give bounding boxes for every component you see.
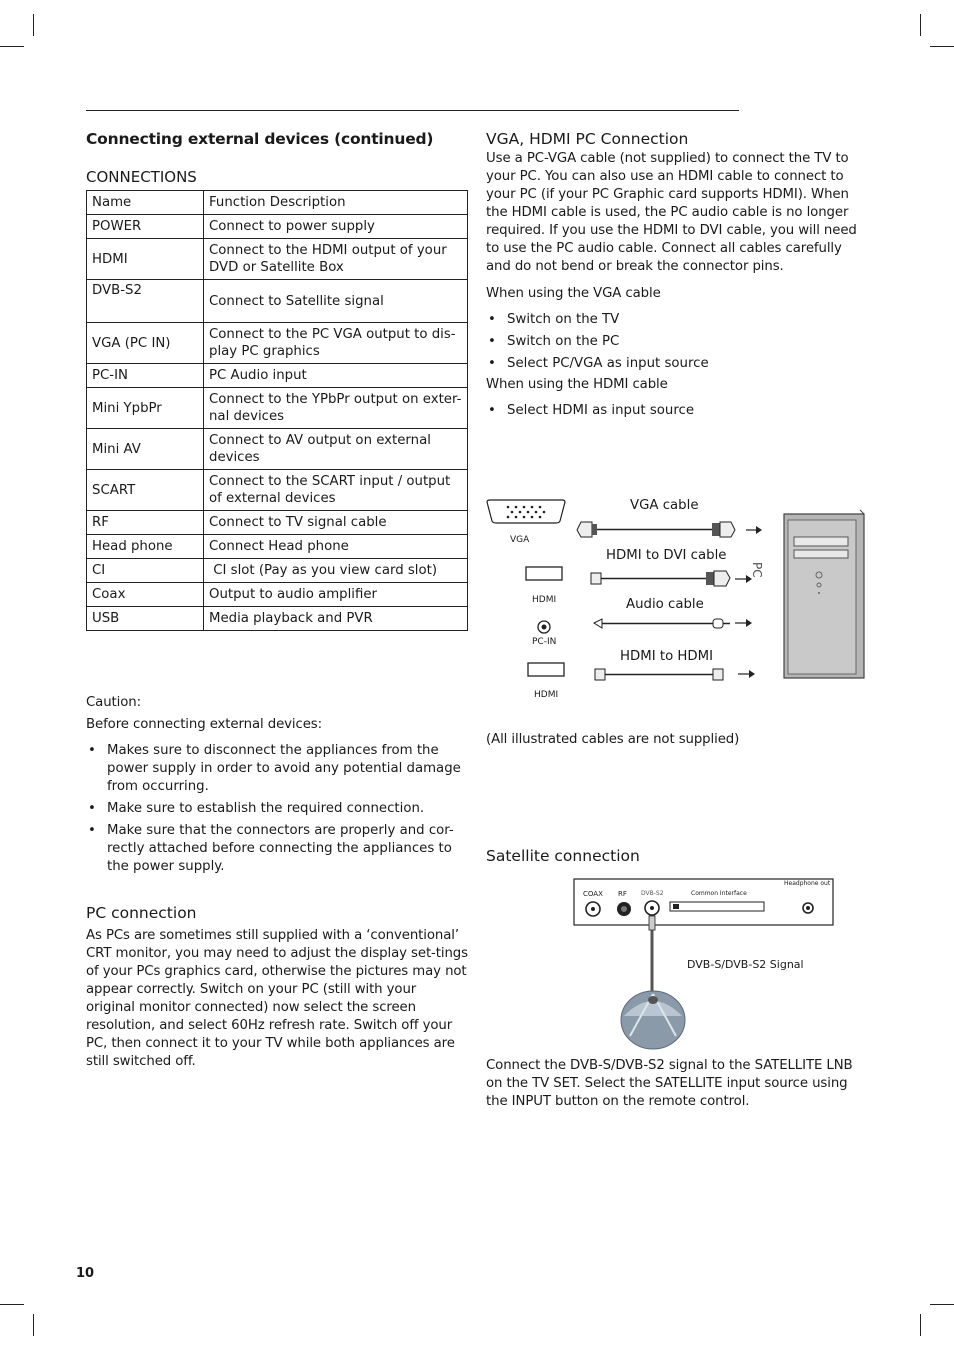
audio-cable-label: Audio cable [626, 597, 704, 612]
dvbs2-label: DVB-S2 [641, 890, 664, 897]
hdmi-hdmi-cable-icon [595, 669, 755, 680]
list-item: • Switch on the TV [486, 311, 866, 329]
table-cell-name: Head phone [87, 535, 204, 559]
caution-list [86, 742, 468, 876]
table-cell-desc: Connect to the PC VGA output to dis-play PC graphics [204, 323, 468, 364]
hdmi-dvi-cable-label: HDMI to DVI cable [606, 548, 727, 563]
table-cell-name: PC-IN [87, 364, 204, 388]
table-header-row [87, 191, 468, 215]
table-cell-name: RF [87, 511, 204, 535]
table-cell-name: DVB-S2 [87, 280, 204, 323]
vga-steps [486, 311, 866, 373]
crop-mark [930, 1304, 954, 1305]
page-number: 10 [76, 1266, 95, 1281]
pc-connection-title: PC connection [86, 904, 197, 922]
hdmi-when-label: When using the HDMI cable [486, 377, 668, 392]
table-row [87, 323, 468, 364]
ci-slot-icon [670, 902, 764, 911]
header-rule [86, 110, 739, 111]
table-cell-desc: Connect to power supply [204, 215, 468, 239]
table-cell-name: POWER [87, 215, 204, 239]
pc-connection-diagram [484, 490, 868, 705]
port-label-hdmi-2: HDMI [534, 690, 559, 700]
section-title: Connecting external devices (continued) [86, 130, 434, 148]
pc-connection-text: As PCs are sometimes still supplied with a ‘conventional’ CRT monitor, you may need to adjust the display set-tings of your PCs graphics card, otherwise the pictures may not appear correctly. Switch on your PC (still with your original monitor connected) now select the screen resolution, and select 60Hz refresh rate. Switch off your PC, then connect it to your TV while both appliances are still switched off. [86, 928, 468, 1069]
coax-label: COAX [583, 890, 603, 898]
table-row [87, 470, 468, 511]
caution-title: Caution: [86, 695, 142, 710]
dvbs2-port-icon [645, 901, 659, 915]
satellite-diagram [570, 876, 840, 1054]
vga-hdmi-title: VGA, HDMI PC Connection [486, 130, 689, 148]
table-cell-name: VGA (PC IN) [87, 323, 204, 364]
satellite-signal-label: DVB-S/DVB-S2 Signal [687, 958, 804, 971]
table-row [87, 388, 468, 429]
satellite-dish-icon [621, 991, 685, 1049]
list-item: • Select HDMI as input source [486, 402, 866, 420]
vga-port-icon [487, 500, 565, 523]
table-row [87, 280, 468, 323]
table-row [87, 429, 468, 470]
port-label-vga: VGA [510, 535, 530, 545]
table-cell-name: SCART [87, 470, 204, 511]
hdmi-hdmi-cable-label: HDMI to HDMI [620, 649, 714, 664]
hdmi-port-icon [528, 663, 564, 676]
pc-tower-icon [784, 510, 864, 678]
cables-note: (All illustrated cables are not supplied) [486, 732, 740, 747]
table-cell-name: CI [87, 559, 204, 583]
crop-mark [920, 1314, 921, 1336]
list-item: • Switch on the PC [486, 333, 866, 351]
hdmi-port-icon [526, 567, 562, 580]
table-cell-desc: Connect to TV signal cable [204, 511, 468, 535]
audio-cable-icon [594, 619, 752, 628]
table-row [87, 607, 468, 631]
rf-label: RF [618, 890, 627, 898]
port-label-pc-in: PC-IN [532, 637, 557, 647]
coax-port-icon [586, 902, 600, 916]
table-row [87, 215, 468, 239]
table-cell-desc: Connect to the SCART input / output of external devices [204, 470, 468, 511]
table-header-cell: Name [87, 191, 204, 215]
table-cell-desc: Connect to Satellite signal [204, 280, 468, 323]
satellite-text: Connect the DVB-S/DVB-S2 signal to the SATELLITE LNB on the TV SET. Select the SATELLITE input source using the INPUT button on the remote control. [486, 1058, 853, 1109]
pc-label: PC [750, 562, 764, 578]
common-interface-label: Common Interface [691, 890, 747, 897]
connections-table [86, 190, 468, 631]
table-cell-desc: Output to audio amplifier [204, 583, 468, 607]
crop-mark [0, 1304, 24, 1305]
table-row [87, 511, 468, 535]
crop-mark [920, 14, 921, 36]
hdmi-steps [486, 402, 866, 420]
list-item: • Makes sure to disconnect the appliances from the power supply in order to avoid any potential damage from occurring. [86, 742, 468, 796]
caution-intro: Before connecting external devices: [86, 717, 323, 732]
vga-hdmi-text: Use a PC-VGA cable (not supplied) to connect the TV to your PC. You can also use an HDMI cable to connect to your PC (if your PC Graphic card supports HDMI). When the HDMI cable is used, the PC audio cable is no longer required. If you use the HDMI to DVI cable, you will need to use the PC audio cable. Connect all cables carefully and do not bend or break the connector pins. [486, 151, 857, 274]
table-cell-desc: Connect to the HDMI output of your DVD or Satellite Box [204, 239, 468, 280]
satellite-title: Satellite connection [486, 847, 640, 865]
table-header-cell: Function Description [204, 191, 468, 215]
table-cell-name: Mini YpbPr [87, 388, 204, 429]
table-row [87, 239, 468, 280]
table-cell-name: Coax [87, 583, 204, 607]
port-label-hdmi: HDMI [532, 595, 557, 605]
table-cell-name: HDMI [87, 239, 204, 280]
table-cell-desc: Connect to AV output on external devices [204, 429, 468, 470]
connections-title: CONNECTIONS [86, 168, 197, 186]
list-item: • Make sure to establish the required connection. [86, 800, 468, 818]
table-cell-desc: Connect Head phone [204, 535, 468, 559]
crop-mark [33, 14, 34, 36]
table-cell-name: Mini AV [87, 429, 204, 470]
left-column [86, 128, 468, 1071]
table-row [87, 535, 468, 559]
table-row [87, 559, 468, 583]
table-cell-desc: CI slot (Pay as you view card slot) [204, 559, 468, 583]
list-item: • Select PC/VGA as input source [486, 355, 866, 373]
headphone-label: Headphone out [784, 880, 831, 887]
table-cell-name: USB [87, 607, 204, 631]
audio-jack-icon [538, 621, 550, 633]
table-cell-desc: Connect to the YPbPr output on exter-nal devices [204, 388, 468, 429]
table-row [87, 583, 468, 607]
table-row [87, 364, 468, 388]
headphone-port-icon [803, 903, 813, 913]
table-cell-desc: Media playback and PVR [204, 607, 468, 631]
right-column [486, 128, 866, 424]
list-item: • Make sure that the connectors are properly and cor-rectly attached before connecting the appliances to the power supply. [86, 822, 468, 876]
crop-mark [33, 1314, 34, 1336]
rf-port-icon [617, 902, 631, 916]
hdmi-dvi-cable-icon [591, 571, 752, 586]
vga-when-label: When using the VGA cable [486, 286, 661, 301]
table-cell-desc: PC Audio input [204, 364, 468, 388]
crop-mark [930, 46, 954, 47]
crop-mark [0, 46, 24, 47]
vga-cable-icon [577, 522, 762, 537]
vga-cable-label: VGA cable [630, 498, 699, 513]
